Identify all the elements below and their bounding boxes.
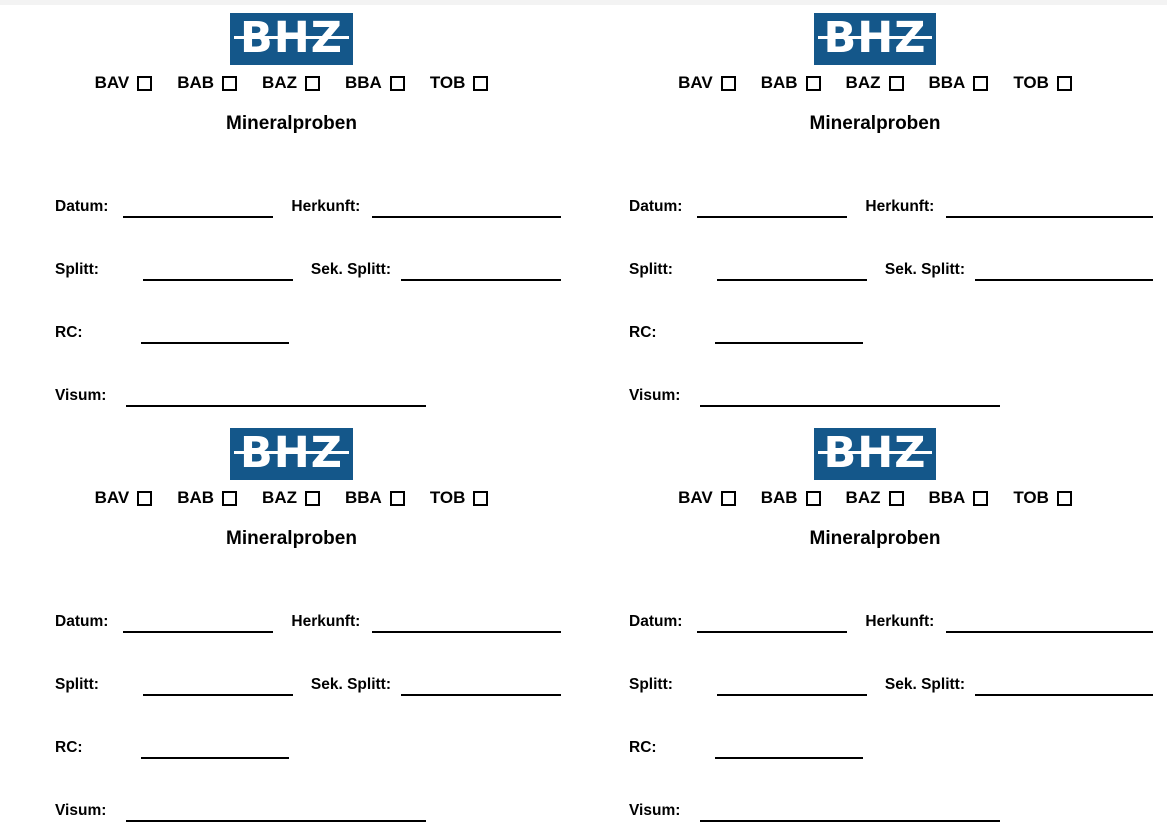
checkbox-box-icon[interactable] [305, 76, 320, 91]
checkbox-label: TOB [1013, 488, 1049, 507]
field-label-herkunft: Herkunft: [291, 198, 361, 215]
field-label-herkunft: Herkunft: [291, 613, 361, 630]
checkbox-box-icon[interactable] [305, 491, 320, 506]
checkbox-label: BAV [678, 488, 713, 507]
field-label-visum: Visum: [629, 802, 681, 819]
checkbox-label: BAB [177, 73, 215, 92]
checkbox-item-bba[interactable] [345, 488, 405, 508]
checkbox-label: BAB [760, 73, 798, 92]
checkbox-item-baz[interactable] [846, 73, 904, 93]
field-line-herkunft[interactable] [372, 155, 561, 218]
field-label-sek-splitt: Sek. Splitt: [884, 676, 966, 693]
field-label-rc: RC: [55, 739, 83, 756]
checkbox-label: BAB [760, 488, 798, 507]
field-row-splitt [629, 633, 1153, 696]
field-line-sek-splitt[interactable] [401, 218, 561, 281]
checkbox-label: TOB [1013, 73, 1049, 92]
checkbox-box-icon[interactable] [222, 491, 237, 506]
card-subtitle: Mineralproben [809, 528, 941, 549]
field-row-datum [55, 155, 561, 218]
label-grid [0, 5, 1167, 836]
checkbox-item-bav[interactable] [678, 488, 736, 508]
field-row-visum [55, 759, 561, 822]
field-row-rc [629, 281, 1153, 344]
checkbox-box-icon[interactable] [721, 491, 736, 506]
checkbox-item-bba[interactable] [929, 73, 989, 93]
field-label-rc: RC: [629, 739, 657, 756]
field-line-sek-splitt[interactable] [975, 633, 1153, 696]
field-line-splitt[interactable] [717, 218, 867, 281]
checkbox-box-icon[interactable] [390, 76, 405, 91]
field-line-splitt[interactable] [143, 633, 293, 696]
field-line-visum[interactable] [700, 344, 1000, 407]
field-row-datum [629, 570, 1153, 633]
label-card [583, 5, 1167, 420]
logo-text: BHZ [240, 428, 343, 478]
label-card [583, 420, 1167, 836]
field-label-rc: RC: [55, 324, 83, 341]
checkbox-label: BBA [345, 73, 382, 92]
label-card [0, 5, 583, 420]
field-label-sek-splitt: Sek. Splitt: [884, 261, 966, 278]
field-line-rc[interactable] [141, 696, 289, 759]
field-row-splitt [629, 218, 1153, 281]
field-label-visum: Visum: [629, 387, 681, 404]
fields-area [583, 155, 1167, 407]
fields-area [583, 570, 1167, 822]
field-line-visum[interactable] [700, 759, 1000, 822]
fields-area [0, 570, 583, 822]
checkbox-box-icon[interactable] [973, 76, 988, 91]
field-label-splitt: Splitt: [629, 676, 673, 693]
checkbox-label: BAV [94, 73, 130, 92]
field-line-sek-splitt[interactable] [975, 218, 1153, 281]
field-line-splitt[interactable] [143, 218, 293, 281]
checkbox-box-icon[interactable] [1057, 491, 1072, 506]
field-row-visum [55, 344, 561, 407]
checkbox-box-icon[interactable] [390, 491, 405, 506]
checkbox-item-tob[interactable] [430, 488, 489, 508]
field-line-herkunft[interactable] [372, 570, 561, 633]
field-row-splitt [55, 218, 561, 281]
logo-text: BHZ [240, 13, 343, 63]
field-label-visum: Visum: [55, 802, 107, 819]
field-row-datum [629, 155, 1153, 218]
field-line-visum[interactable] [126, 344, 426, 407]
checkbox-label: BAB [177, 488, 215, 507]
field-label-visum: Visum: [55, 387, 107, 404]
checkbox-item-tob[interactable] [1013, 73, 1072, 93]
checkbox-box-icon[interactable] [806, 76, 821, 91]
checkbox-box-icon[interactable] [889, 76, 904, 91]
checkbox-label: BAV [678, 73, 713, 92]
checkbox-item-bab[interactable] [761, 488, 821, 508]
checkbox-item-bav[interactable] [95, 488, 153, 508]
checkbox-box-icon[interactable] [137, 491, 152, 506]
checkbox-label: TOB [429, 488, 466, 507]
checkbox-label: BAZ [845, 488, 881, 507]
field-label-sek-splitt: Sek. Splitt: [310, 261, 392, 278]
checkbox-item-bab[interactable] [761, 73, 821, 93]
checkbox-label: BAZ [262, 488, 297, 507]
checkbox-row [0, 488, 583, 508]
field-label-herkunft: Herkunft: [865, 613, 935, 630]
field-label-rc: RC: [629, 324, 657, 341]
field-line-splitt[interactable] [717, 633, 867, 696]
bhz-logo [814, 428, 937, 480]
field-row-rc [55, 696, 561, 759]
field-row-rc [629, 696, 1153, 759]
field-label-datum: Datum: [629, 198, 683, 215]
field-line-rc[interactable] [141, 281, 289, 344]
checkbox-box-icon[interactable] [1057, 76, 1072, 91]
field-line-datum[interactable] [123, 155, 273, 218]
checkbox-label: BBA [345, 488, 382, 507]
checkbox-item-tob[interactable] [1013, 488, 1072, 508]
field-row-rc [55, 281, 561, 344]
field-row-splitt [55, 633, 561, 696]
field-line-datum[interactable] [697, 570, 847, 633]
field-label-splitt: Splitt: [629, 261, 673, 278]
field-line-rc[interactable] [715, 281, 863, 344]
checkbox-box-icon[interactable] [473, 491, 488, 506]
checkbox-item-baz[interactable] [262, 488, 320, 508]
checkbox-box-icon[interactable] [222, 76, 237, 91]
logo-wrap [583, 5, 1167, 67]
checkbox-row [0, 73, 583, 93]
checkbox-box-icon[interactable] [473, 76, 488, 91]
checkbox-row [583, 488, 1167, 508]
field-line-rc[interactable] [715, 696, 863, 759]
logo-text: BHZ [823, 428, 927, 478]
checkbox-box-icon[interactable] [889, 491, 904, 506]
card-subtitle: Mineralproben [809, 113, 941, 134]
checkbox-item-baz[interactable] [262, 73, 320, 93]
logo-wrap [0, 5, 583, 67]
logo-wrap [0, 420, 583, 482]
card-subtitle: Mineralproben [226, 113, 357, 134]
checkbox-item-bav[interactable] [95, 73, 153, 93]
field-label-datum: Datum: [55, 613, 109, 630]
checkbox-box-icon[interactable] [137, 76, 152, 91]
field-label-herkunft: Herkunft: [865, 198, 935, 215]
field-label-datum: Datum: [55, 198, 109, 215]
checkbox-item-bav[interactable] [678, 73, 736, 93]
bhz-logo [814, 13, 937, 65]
field-row-datum [55, 570, 561, 633]
field-label-splitt: Splitt: [55, 676, 99, 693]
checkbox-box-icon[interactable] [806, 491, 821, 506]
field-line-visum[interactable] [126, 759, 426, 822]
checkbox-label: BAZ [262, 73, 297, 92]
field-line-datum[interactable] [123, 570, 273, 633]
checkbox-item-bba[interactable] [345, 73, 405, 93]
checkbox-box-icon[interactable] [721, 76, 736, 91]
checkbox-label: BAV [94, 488, 130, 507]
logo-wrap [583, 420, 1167, 482]
field-label-splitt: Splitt: [55, 261, 99, 278]
checkbox-item-bab[interactable] [177, 73, 237, 93]
checkbox-item-baz[interactable] [846, 488, 904, 508]
field-line-sek-splitt[interactable] [401, 633, 561, 696]
checkbox-item-bba[interactable] [929, 488, 989, 508]
logo-text: BHZ [823, 13, 927, 63]
field-line-datum[interactable] [697, 155, 847, 218]
checkbox-row [583, 73, 1167, 93]
field-row-visum [629, 344, 1153, 407]
label-card [0, 420, 583, 836]
field-label-datum: Datum: [629, 613, 683, 630]
checkbox-item-tob[interactable] [430, 73, 489, 93]
card-subtitle: Mineralproben [226, 528, 357, 549]
checkbox-label: TOB [429, 73, 466, 92]
bhz-logo [230, 428, 353, 480]
checkbox-item-bab[interactable] [177, 488, 237, 508]
checkbox-box-icon[interactable] [973, 491, 988, 506]
field-row-visum [629, 759, 1153, 822]
checkbox-label: BBA [928, 73, 966, 92]
fields-area [0, 155, 583, 407]
checkbox-label: BBA [928, 488, 966, 507]
checkbox-label: BAZ [845, 73, 881, 92]
field-line-herkunft[interactable] [946, 570, 1153, 633]
field-line-herkunft[interactable] [946, 155, 1153, 218]
bhz-logo [230, 13, 353, 65]
field-label-sek-splitt: Sek. Splitt: [310, 676, 392, 693]
